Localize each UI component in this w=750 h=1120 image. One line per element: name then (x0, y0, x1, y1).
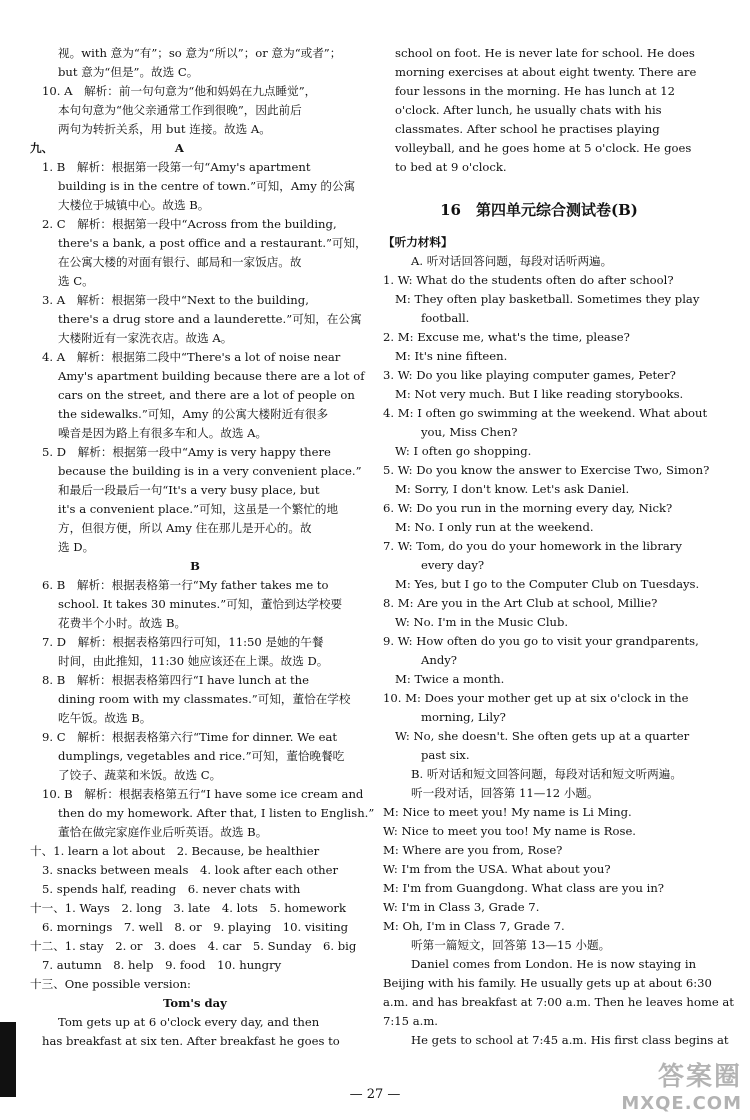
text-line: 大楼附近有一家洗衣店。故选 A。 (58, 331, 233, 345)
text-line: school. It takes 30 minutes.”可知，董恰到达学校要 (58, 597, 343, 611)
text-line: 3. snacks between meals 4. look after each other (42, 863, 338, 877)
text-line: 7. autumn 8. help 9. food 10. hungry (42, 958, 282, 972)
text-line: 3. W: Do you like playing computer games, Peter? (383, 368, 676, 382)
text-line: 噪音是因为路上有很多车和人。故选 A。 (58, 426, 268, 440)
text-line: 了饺子、蔬菜和米饭。故选 C。 (58, 768, 222, 782)
text-line: there's a drug store and a launderette.”可知，在公寓 (58, 312, 362, 326)
text-line: A. 听对话回答问题，每段对话听两遍。 (411, 254, 613, 268)
text-line: a.m. and has breakfast at 7:00 a.m. Then he leaves home at (383, 995, 734, 1009)
text-line: morning, Lily? (421, 710, 506, 724)
text-line: 【听力材料】 (383, 235, 453, 249)
essay-continuation (383, 44, 695, 177)
text-line: 7. W: Tom, do you do your homework in the library (383, 539, 682, 553)
text-line: 听第一篇短文，回答第 13—15 小题。 (411, 938, 611, 952)
text-line: W: No. I'm in the Music Club. (395, 615, 569, 629)
text-line: M: I'm from Guangdong. What class are you in? (383, 881, 665, 895)
text-line: 大楼位于城镇中心。故选 B。 (58, 198, 210, 212)
text-line: there's a bank, a post office and a restaurant.”可知， (58, 236, 367, 250)
text-line: M: It's nine fifteen. (395, 349, 508, 363)
text-line: has breakfast at six ten. After breakfast he goes to (42, 1034, 340, 1048)
text-line: 选 D。 (58, 540, 95, 554)
text-line: M: Where are you from, Rose? (383, 843, 563, 857)
text-line: dining room with my classmates.”可知，董恰在学校 (58, 692, 351, 706)
text-line: 吃午饭。故选 B。 (58, 711, 152, 725)
text-line: school on foot. He is never late for school. He does (395, 46, 695, 60)
site-watermark (621, 1056, 742, 1114)
text-line: 听一段对话，回答第 11—12 小题。 (411, 786, 599, 800)
text-line: 8. M: Are you in the Art Club at school, Millie? (383, 596, 658, 610)
right-column (383, 44, 734, 1050)
text-line: 6. B 解析：根据表格第一行“My father takes me to (42, 578, 329, 592)
text-line: W: No, she doesn't. She often gets up at a quarter (395, 729, 690, 743)
text-line: W: I'm in Class 3, Grade 7. (383, 900, 540, 914)
text-line: 4. M: I often go swimming at the weekend. What about (383, 406, 708, 420)
text-line: 2. M: Excuse me, what's the time, please? (383, 330, 630, 344)
text-line: every day? (421, 558, 485, 572)
text-line: 8. B 解析：根据表格第四行“I have lunch at the (42, 673, 309, 687)
text-line: 6. W: Do you run in the morning every day, Nick? (383, 501, 673, 515)
text-line: Amy's apartment building because there are a lot of (58, 369, 365, 383)
text-line: 两句为转折关系，用 but 连接。故选 A。 (58, 122, 271, 136)
text-line: 1. W: What do the students often do after school? (383, 273, 674, 287)
text-line: 7:15 a.m. (383, 1014, 438, 1028)
text-line: W: Nice to meet you too! My name is Rose. (383, 824, 636, 838)
text-line: W: I'm from the USA. What about you? (383, 862, 611, 876)
text-line: dumplings, vegetables and rice.”可知，董恰晚餐吃 (58, 749, 345, 763)
text-line: you, Miss Chen? (421, 425, 518, 439)
text-line: 2. C 解析：根据第一段中“Across from the building, (42, 217, 337, 231)
text-line: M: They often play basketball. Sometimes they play (395, 292, 700, 306)
text-line: 和最后一段最后一句“It's a very busy place, but (58, 483, 320, 497)
text-line: 5. D 解析：根据第一段中“Amy is very happy there (42, 445, 331, 459)
text-line: 选 C。 (58, 274, 94, 288)
text-line: 5. W: Do you know the answer to Exercise Two, Simon? (383, 463, 710, 477)
test-title: 16 第四单元综合测试卷(B) (440, 201, 638, 219)
text-line: Beijing with his family. He usually gets up at about 6:30 (383, 976, 712, 990)
text-line: 6. mornings 7. well 8. or 9. playing 10. visiting (42, 920, 349, 934)
text-line: the sidewalks.”可知，Amy 的公寓大楼附近有很多 (58, 407, 329, 421)
text-line: 7. D 解析：根据表格第四行可知，11:50 是她的午餐 (42, 635, 324, 649)
text-line: 方，但很方便，所以 Amy 住在那儿是开心的。故 (58, 521, 312, 535)
text-line: 4. A 解析：根据第二段中“There's a lot of noise near (42, 350, 341, 364)
text-line: 十一、1. Ways 2. long 3. late 4. lots 5. homework (30, 901, 346, 915)
text-line: Tom gets up at 6 o'clock every day, and then (58, 1015, 320, 1029)
page-number: — 27 — (0, 1087, 750, 1102)
text-line: 3. A 解析：根据第一段中“Next to the building, (42, 293, 309, 307)
text-line: then do my homework. After that, I listen to English.” (58, 806, 375, 820)
text-line: M: Not very much. But I like reading storybooks. (395, 387, 684, 401)
text-line: past six. (421, 748, 470, 762)
text-line: 十、1. learn a lot about 2. Because, be healthier (30, 844, 320, 858)
text-line: M: No. I only run at the weekend. (395, 520, 594, 534)
text-line: M: Twice a month. (395, 672, 505, 686)
text-line: o'clock. After lunch, he usually chats with his (395, 103, 662, 117)
text-line: it's a convenient place.”可知，这虽是一个繁忙的地 (58, 502, 339, 516)
text-line: 10. A 解析：前一句句意为“他和妈妈在九点睡觉”， (42, 84, 317, 98)
text-line: He gets to school at 7:45 a.m. His first class begins at (411, 1033, 729, 1047)
text-line: B (190, 559, 200, 573)
text-line: M: Yes, but I go to the Computer Club on Tuesdays. (395, 577, 700, 591)
text-line: 九、 A (30, 141, 184, 155)
text-line: 9. W: How often do you go to visit your grandparents, (383, 634, 699, 648)
text-line: but 意为“但是”。故选 C。 (58, 65, 199, 79)
text-line: Tom's day (163, 996, 227, 1010)
text-line: 在公寓大楼的对面有银行、邮局和一家饭店。故 (58, 255, 302, 269)
text-line: 时间，由此推知，11:30 她应该还在上课。故选 D。 (58, 654, 329, 668)
text-line: 十三、One possible version: (30, 977, 191, 991)
text-line: cars on the street, and there are a lot of people on (58, 388, 355, 402)
text-line: football. (421, 311, 470, 325)
text-line: 董恰在做完家庭作业后听英语。故选 B。 (58, 825, 268, 839)
text-line: 5. spends half, reading 6. never chats with (42, 882, 301, 896)
text-line: 花费半个小时。故选 B。 (58, 616, 187, 630)
text-line: because the building is in a very convenient place.” (58, 464, 362, 478)
text-line: M: Sorry, I don't know. Let's ask Daniel. (395, 482, 630, 496)
text-line: 1. B 解析：根据第一段第一句“Amy's apartment (42, 160, 311, 174)
text-line: B. 听对话和短文回答问题，每段对话和短文听两遍。 (411, 767, 682, 781)
text-line: 10. B 解析：根据表格第五行“I have some ice cream and (42, 787, 364, 801)
text-line: M: Nice to meet you! My name is Li Ming. (383, 805, 632, 819)
text-line: Daniel comes from London. He is now staying in (411, 957, 697, 971)
left-column (30, 44, 375, 1051)
text-line: volleyball, and he goes home at 5 o'clock. He goes (395, 141, 692, 155)
text-line: Andy? (421, 653, 458, 667)
text-line: four lessons in the morning. He has lunch at 12 (395, 84, 675, 98)
text-line: building is in the centre of town.”可知，Amy 的公寓 (58, 179, 356, 193)
text-line: classmates. After school he practises playing (395, 122, 660, 136)
text-line: morning exercises at about eight twenty. There are (395, 65, 697, 79)
text-line: M: Oh, I'm in Class 7, Grade 7. (383, 919, 565, 933)
text-line: to bed at 9 o'clock. (395, 160, 507, 174)
watermark-url: MXQE.COM (621, 1093, 742, 1114)
watermark-logo-text: 答案圈 (657, 1062, 742, 1092)
text-line: 本句句意为“他父亲通常工作到很晚”，因此前后 (58, 103, 302, 117)
edge-tab-marker (0, 1022, 16, 1097)
text-line: 10. M: Does your mother get up at six o'clock in the (383, 691, 689, 705)
text-line: 十二、1. stay 2. or 3. does 4. car 5. Sunday 6. big (30, 939, 357, 953)
text-line: 视。with 意为“有”；so 意为“所以”；or 意为“或者”； (58, 46, 342, 60)
listening-material (383, 233, 734, 1050)
text-line: 9. C 解析：根据表格第六行“Time for dinner. We eat (42, 730, 338, 744)
text-line: W: I often go shopping. (395, 444, 532, 458)
